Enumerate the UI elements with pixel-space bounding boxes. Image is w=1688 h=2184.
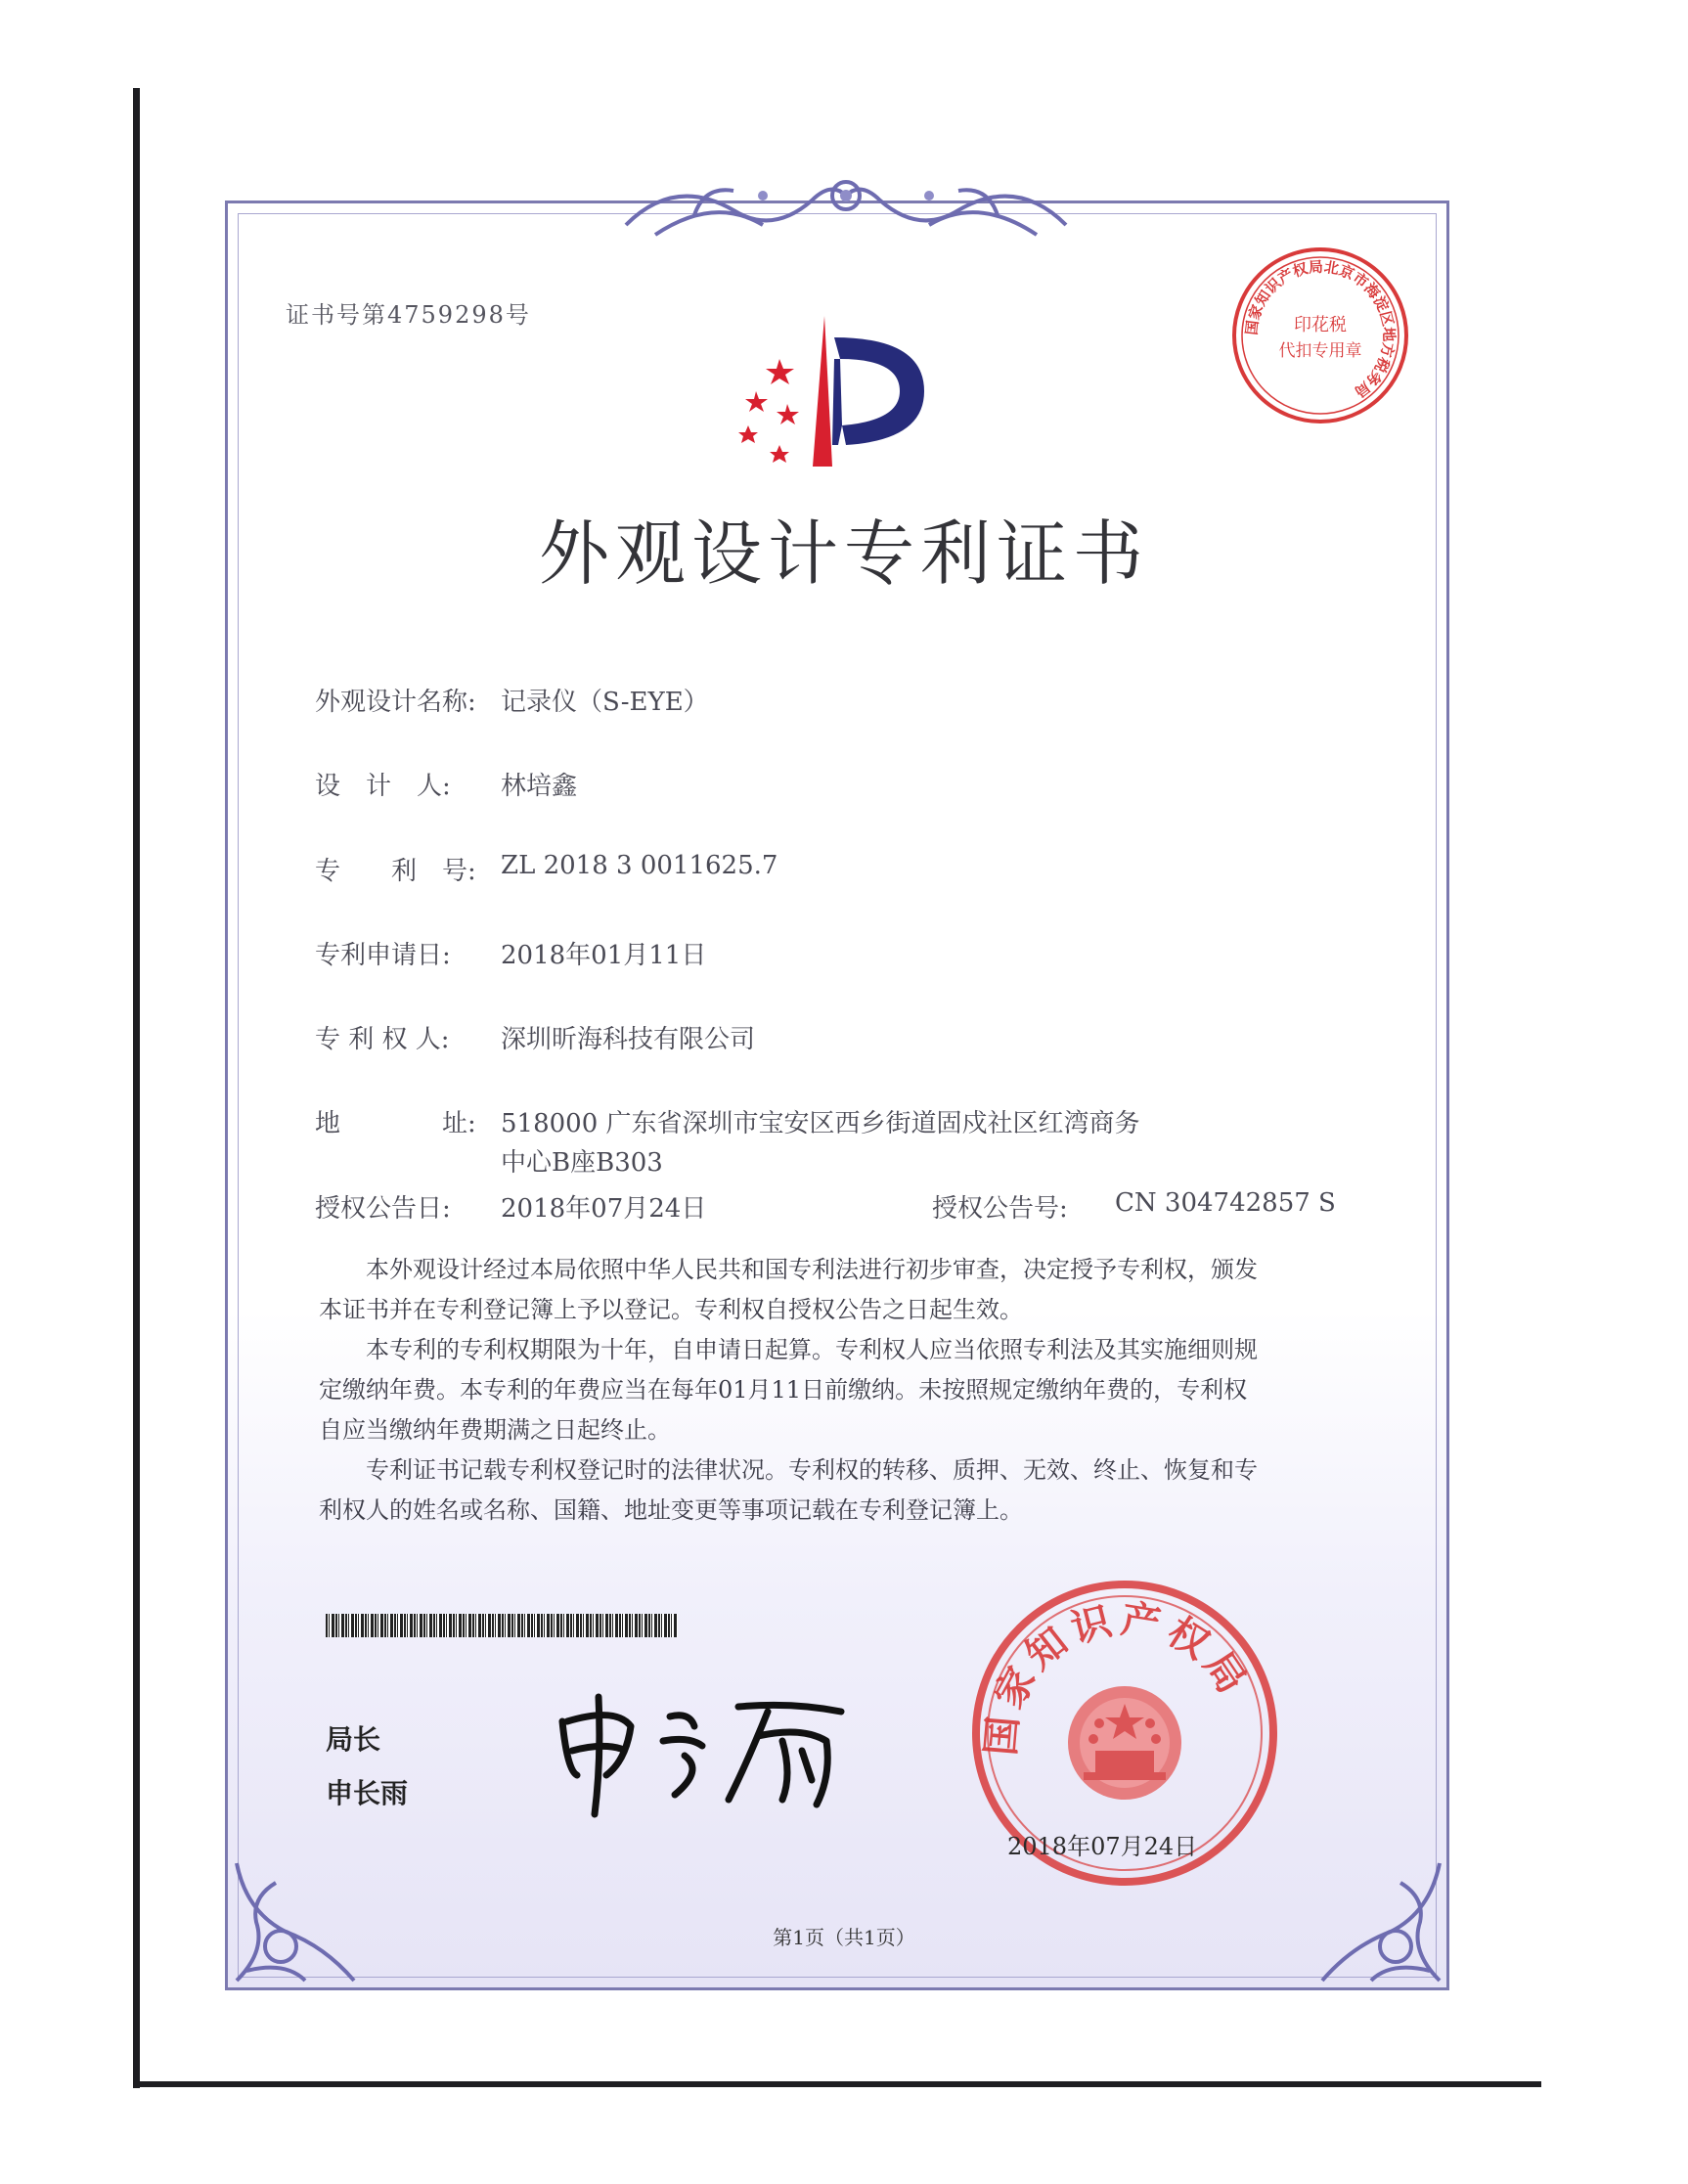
grant-number-value: CN 304742857 S: [1115, 1188, 1336, 1218]
design-name-value: 记录仪（S-EYE）: [501, 688, 709, 717]
director-signature-icon: [548, 1682, 861, 1819]
grant-date-value: 2018年07月24日: [501, 1194, 707, 1224]
grant-date-label: 授权公告日:: [315, 1194, 451, 1224]
paragraph-line: 定缴纳年费。本专利的年费应当在每年01月11日前缴纳。未按照规定缴纳年费的，专利权: [319, 1376, 1248, 1404]
paragraph-line: 本专利的专利权期限为十年，自申请日起算。专利权人应当依照专利法及其实施细则规: [366, 1336, 1258, 1363]
tax-stamp-line1: 印花税: [1294, 315, 1347, 335]
paragraph-line: 自应当缴纳年费期满之日起终止。: [319, 1416, 671, 1444]
filing-date-value: 2018年01月11日: [501, 941, 707, 970]
address-line2: 中心B座B303: [501, 1148, 663, 1178]
paragraph-line: 本证书并在专利登记簿上予以登记。专利权自授权公告之日起生效。: [319, 1296, 1023, 1323]
address-label: 地 址:: [315, 1109, 476, 1138]
patentee-label: 专 利 权 人:: [315, 1025, 450, 1054]
page-number: 第1页（共1页）: [773, 1926, 915, 1949]
paragraph-grant: [319, 1250, 1371, 1330]
filing-date-label: 专利申请日:: [315, 941, 451, 970]
patent-number-value: ZL 2018 3 0011625.7: [501, 851, 778, 880]
patent-number-label: 专 利 号:: [315, 857, 476, 886]
paragraph-line: 本外观设计经过本局依照中华人民共和国专利法进行初步审查，决定授予专利权，颁发: [366, 1256, 1258, 1283]
paragraph-line: 利权人的姓名或名称、国籍、地址变更等事项记载在专利登记簿上。: [319, 1496, 1023, 1524]
director-title: 局长: [326, 1723, 381, 1756]
ornament-top-icon: [616, 156, 1076, 254]
designer-value: 林培鑫: [501, 772, 578, 801]
patentee-value: 深圳昕海科技有限公司: [501, 1025, 756, 1054]
seal-date: 2018年07月24日: [1007, 1833, 1198, 1860]
tax-stamp-line2: 代扣专用章: [1278, 341, 1362, 361]
designer-label: 设 计 人:: [315, 772, 451, 801]
scan-edge-left: [133, 88, 140, 2088]
seal-arc-text: 国家知识产权局: [977, 1595, 1259, 1758]
grant-number-label: 授权公告号:: [932, 1194, 1068, 1224]
certificate-title: 外观设计专利证书: [538, 513, 1149, 595]
director-name: 申长雨: [326, 1777, 409, 1809]
paragraph-legal-status: [319, 1450, 1371, 1531]
paragraph-line: 专利证书记载专利权登记时的法律状况。专利权的转移、质押、无效、终止、恢复和专: [366, 1456, 1258, 1484]
address-line1: 518000 广东省深圳市宝安区西乡街道固戍社区红湾商务: [501, 1109, 1140, 1138]
scan-edge-bottom: [133, 2081, 1541, 2087]
design-name-label: 外观设计名称:: [315, 688, 476, 717]
tax-stamp-seal: [1227, 243, 1413, 428]
paragraph-term: [319, 1330, 1371, 1450]
cnipa-emblem-icon: [719, 298, 944, 474]
barcode: [326, 1614, 678, 1637]
national-emblem-icon: [1068, 1686, 1181, 1800]
tax-stamp-arc-text: 国家知识产权局北京市海淀区地方税务局: [1242, 257, 1399, 401]
certificate-number: 证书号第4759298号: [286, 301, 531, 329]
